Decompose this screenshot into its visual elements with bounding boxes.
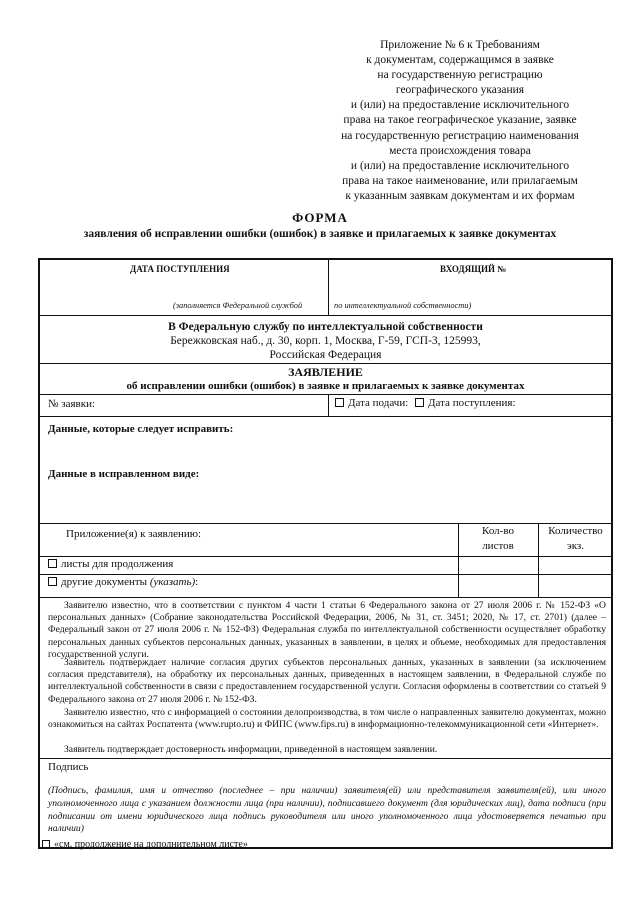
copies-header-2: экз. [566, 540, 584, 552]
divider [40, 523, 611, 524]
continuation-sheets-checkbox[interactable] [48, 559, 57, 568]
filing-date-label: Дата подачи: [348, 397, 409, 409]
appendix-line: географического указания [395, 84, 525, 97]
continuation-checkbox[interactable] [42, 840, 50, 848]
other-documents-hint: (указать) [149, 576, 196, 588]
consent-paragraph-1: Заявителю известно, что в соответствии с пунктом 4 части 1 статьи 6 Федерального закона от 27 июля 2006 г. № 152-ФЗ «О персональных данных» (Собрание законодательства Российской Федерации, 2006, № 31, ст. 3451; 2020, № 17, ст. 2701) (далее – Федеральный закон от 27 июля 2006 г. № 152-ФЗ) Федеральная служба по интеллектуальной собственности осуществляет обработку персональных данных субъектов персональных данных, указанных в заявлении, в целях и объеме, необходимых для предоставления государственной услуги. [48, 600, 606, 660]
copies-header-1: Количество [548, 525, 603, 537]
continuation-sheets-label: листы для продолжения [61, 558, 174, 570]
incoming-number-label: ВХОДЯЩИЙ № [440, 264, 507, 274]
appendix-line: и (или) на предоставление исключительного [350, 99, 570, 112]
footer-note-row [42, 839, 248, 850]
other-documents-row [48, 576, 198, 588]
signature-note: (Подпись, фамилия, имя и отчество (последнее – при наличии) заявителя(ей) или представителя заявителя(ей), или иного уполномоченного лица с указанием должности лица (при наличии), подписавшего документ (для юридических лиц), дата подписи (при подписании от имени юридического лица подпись руководителя или иного уполномоченного лица удостоверяется печатью при наличии) [48, 785, 606, 835]
appendix-line: на государственную регистрацию наименования [341, 129, 579, 142]
divider [40, 394, 611, 395]
appendix-line: на государственную регистрацию [377, 69, 543, 82]
divider [40, 574, 611, 575]
appendix-header [300, 38, 620, 204]
header-divider [328, 260, 329, 315]
application-form [38, 258, 613, 849]
sheets-header-1: Кол-во [482, 525, 514, 537]
form-title: ФОРМА [292, 210, 348, 225]
data-to-correct-label: Данные, которые следует исправить: [48, 423, 234, 435]
divider [40, 363, 611, 364]
appendix-line: права на такое наименование, или прилагаемым [342, 174, 578, 187]
appendix-line: к документам, содержащимся в заявке [366, 54, 554, 67]
address-line-3: Российская Федерация [269, 349, 382, 361]
row-divider [328, 394, 329, 416]
other-documents-checkbox[interactable] [48, 577, 57, 586]
consent-paragraph-4: Заявитель подтверждает достоверность информации, приведенной в настоящем заявлении. [64, 744, 438, 755]
address-line-1: В Федеральную службу по интеллектуальной собственности [168, 321, 483, 333]
other-documents-colon: : [195, 576, 199, 588]
receipt-date-label: Дата поступления: [428, 397, 516, 409]
continuation-sheets-row [48, 558, 173, 570]
form-subtitle: заявления об исправлении ошибки (ошибок) в заявке и прилагаемых к заявке документах [83, 228, 557, 240]
divider [40, 556, 611, 557]
statement-title: ЗАЯВЛЕНИЕ [288, 365, 363, 379]
attachments-label: Приложение(я) к заявлению: [66, 528, 202, 540]
signature-label: Подпись [48, 761, 89, 773]
filled-by-note-right: по интеллектуальной собственности) [334, 301, 472, 310]
appendix-line: места происхождения товара [389, 144, 531, 157]
other-documents-label: другие документы [61, 576, 148, 588]
footer-note: «см. продолжение на дополнительном листе» [54, 839, 248, 850]
divider [40, 758, 611, 759]
date-received-label: ДАТА ПОСТУПЛЕНИЯ [130, 264, 230, 274]
consent-paragraph-2: Заявитель подтверждает наличие согласия других субъектов персональных данных, указанных в заявлении (за исключением согласия представителя), на обработку их персональных данных, приведенных в настоящем заявлении, в Федеральной службе по интеллектуальной собственности в связи с предоставлением государственной услуги. Согласия оформлены в соответствии со статьей 9 Федерального закона от 27 июля 2006 г. № 152-ФЗ. [48, 657, 606, 705]
filing-date-checkbox[interactable] [335, 398, 344, 407]
appendix-line: к указанным заявкам документам и их формам [345, 189, 575, 202]
receipt-date-checkbox[interactable] [415, 398, 424, 407]
appendix-line: Приложение № 6 к Требованиям [380, 39, 540, 51]
appendix-line: права на такое географическое указание, заявке [343, 114, 577, 127]
address-line-2: Бережковская наб., д. 30, корп. 1, Москва, Г-59, ГСП-3, 125993, [170, 335, 481, 347]
corrected-data-label: Данные в исправленном виде: [48, 468, 200, 480]
divider [40, 416, 611, 417]
divider [40, 597, 611, 598]
sheets-header-2: листов [482, 540, 514, 552]
consent-paragraph-3: Заявителю известно, что с информацией о состоянии делопроизводства, в том числе о направленных заявителю документах, можно ознакомиться на сайтах Роспатента (www.rupto.ru) и ФИПС (www.fips.ru) в информационно-телекоммуникационной сети «Интернет». [48, 707, 606, 731]
dates-field [335, 397, 516, 409]
appendix-line: и (или) на предоставление исключительного [350, 159, 570, 172]
statement-subtitle: об исправлении ошибки (ошибок) в заявке и прилагаемых к заявке документах [126, 380, 525, 392]
filled-by-note-left: (заполняется Федеральной службой [173, 301, 303, 310]
divider [40, 315, 611, 316]
application-number-field[interactable]: № заявки: [48, 398, 96, 410]
